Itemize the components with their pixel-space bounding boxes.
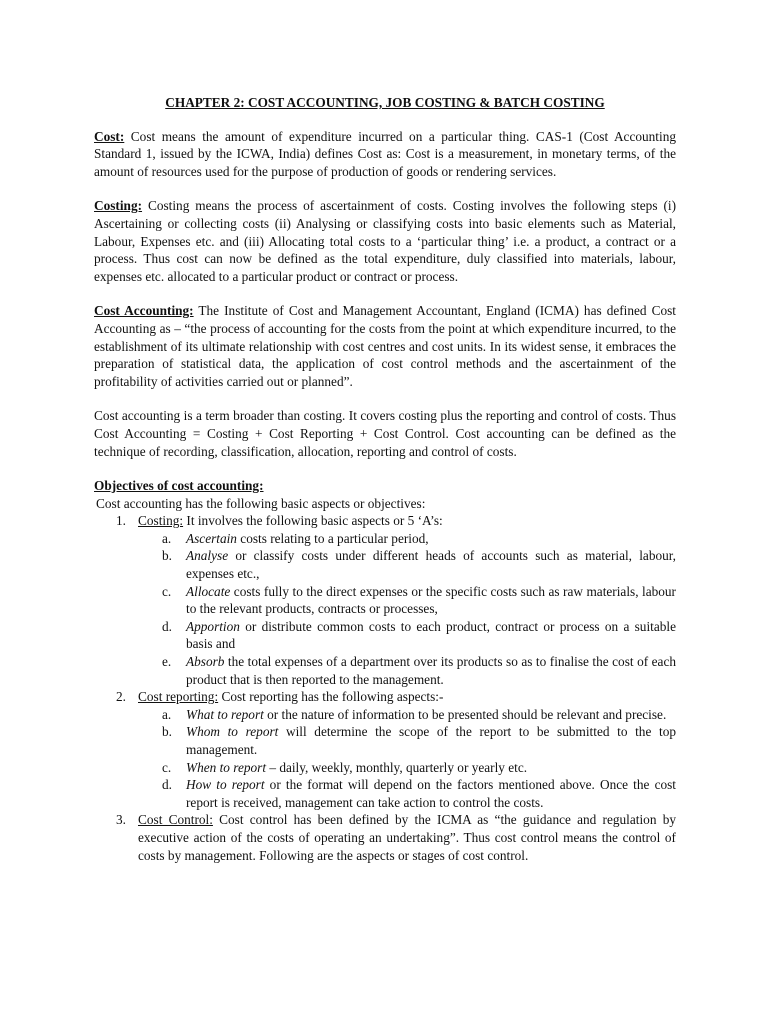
objectives-lead: Cost accounting has the following basic aspects or objectives: [96,495,426,511]
sub-item [138,583,676,618]
sub-item [138,759,676,777]
sub-letter: c. [162,583,172,599]
item-number: 1. [116,513,126,529]
sub-text: the total expenses of a department over its products so as to finalise the cost of each product that is then reported to the management. [186,654,676,687]
item-number: 3. [116,812,126,828]
sub-keyword: Ascertain [186,530,237,546]
item-text: It involves the following basic aspects or 5 ‘A’s: [183,513,443,529]
sub-item [138,776,676,811]
sub-letter: e. [162,654,172,670]
sub-text: costs fully to the direct expenses or the specific costs such as raw materials, labour to the relevant products, contracts or processes, [186,583,676,617]
cost-term: Cost: [94,128,125,144]
item-number: 2. [116,689,126,705]
sub-text: costs relating to a particular period, [236,530,429,546]
item-label: Cost Control: [138,812,213,828]
sub-item [138,723,676,758]
sub-letter: a. [162,706,172,722]
objectives-heading: Objectives of cost accounting: [94,478,264,494]
sub-item [138,547,676,582]
sub-item [138,530,676,548]
chapter-title: CHAPTER 2: COST ACCOUNTING, JOB COSTING & BATCH COSTING [165,95,605,110]
sub-letter: b. [162,548,172,564]
costing-text: Costing means the process of ascertainment of costs. Costing involves the following steps (i) Ascertaining or collecting costs (ii) Analysing or classifying costs into basic elements such as Material, Labour, Expenses etc. and (iii) Allocating total costs to a ‘particular thing’ i.e. a product, a contract or a process. Thus cost can now be defined as the total expenditure, duly classified into materials, labour, expenses etc. allocated to a particular product or contract or process. [94,198,676,284]
sub-keyword: Analyse [186,548,229,564]
sub-item [138,653,676,688]
sub-text: or distribute common costs to each product, contract or process on a suitable basis and [186,618,676,652]
cost-accounting-paragraph [94,302,676,390]
document-page [94,94,676,864]
sub-letter: d. [162,777,172,793]
sub-keyword: Allocate [186,583,231,599]
broader-paragraph: Cost accounting is a term broader than costing. It covers costing plus the reporting and control of costs. Thus Cost Accounting = Costing + Cost Reporting + Cost Control. Cost accounting can be defined as the technique of recording, classification, allocation, reporting and control of costs. [94,408,676,459]
sub-letter: c. [162,759,172,775]
sub-keyword: When to report [186,759,267,775]
item-label: Cost reporting: [138,689,219,705]
objective-item [94,811,676,864]
cost-text: Cost means the amount of expenditure incurred on a particular thing. CAS-1 (Cost Accounting Standard 1, issued by the ICWA, India) defines Cost as: Cost is a measurement, in monetary terms, of the amount of resources used for the purpose of production of goods or rendering services. [94,128,676,179]
sub-text: will determine the scope of the report to be submitted to the top management. [186,724,676,757]
cost-accounting-term: Cost Accounting: [94,303,194,319]
sub-keyword: Apportion [186,618,240,634]
sub-text: – daily, weekly, monthly, quarterly or yearly etc. [266,759,528,775]
item-text: Cost reporting has the following aspects:- [218,689,444,705]
objective-item [94,512,676,688]
sub-list [138,706,676,812]
sub-keyword: Whom to report [186,724,279,740]
sub-item [138,706,676,724]
sub-letter: d. [162,618,172,634]
sub-keyword: How to report [186,777,265,793]
costing-term: Costing: [94,198,143,214]
item-text: Cost control has been defined by the ICMA as “the guidance and regulation by executive action of the costs of operating an undertaking”. Thus cost control means the control of costs by management. Following are the aspects or stages of cost control. [138,812,676,863]
sub-keyword: What to report [186,706,264,722]
item-label: Costing: [138,513,184,529]
sub-keyword: Absorb [186,654,225,670]
cost-accounting-text: The Institute of Cost and Management Accountant, England (ICMA) has defined Cost Accounting as – “the process of accounting for the costs from the point at which expenditure incurred, to the establishment of its ultimate relationship with cost centres and cost units. In its widest sense, it embraces the preparation of statistical data, the application of cost control methods and the ascertainment of the profitability of activities carried out or planned”. [94,303,676,389]
sub-list [138,530,676,688]
sub-text: or the format will depend on the factors mentioned above. Once the cost report is received, management can take action to control the costs. [186,777,676,810]
sub-text: or the nature of information to be presented should be relevant and precise. [263,706,667,722]
objective-item [94,688,676,811]
sub-text: or classify costs under different heads of accounts such as material, labour, expenses etc., [186,548,676,582]
costing-paragraph [94,197,676,285]
cost-paragraph [94,128,676,181]
sub-letter: a. [162,530,172,546]
sub-letter: b. [162,724,172,740]
sub-item [138,618,676,653]
objectives-list [94,512,676,864]
